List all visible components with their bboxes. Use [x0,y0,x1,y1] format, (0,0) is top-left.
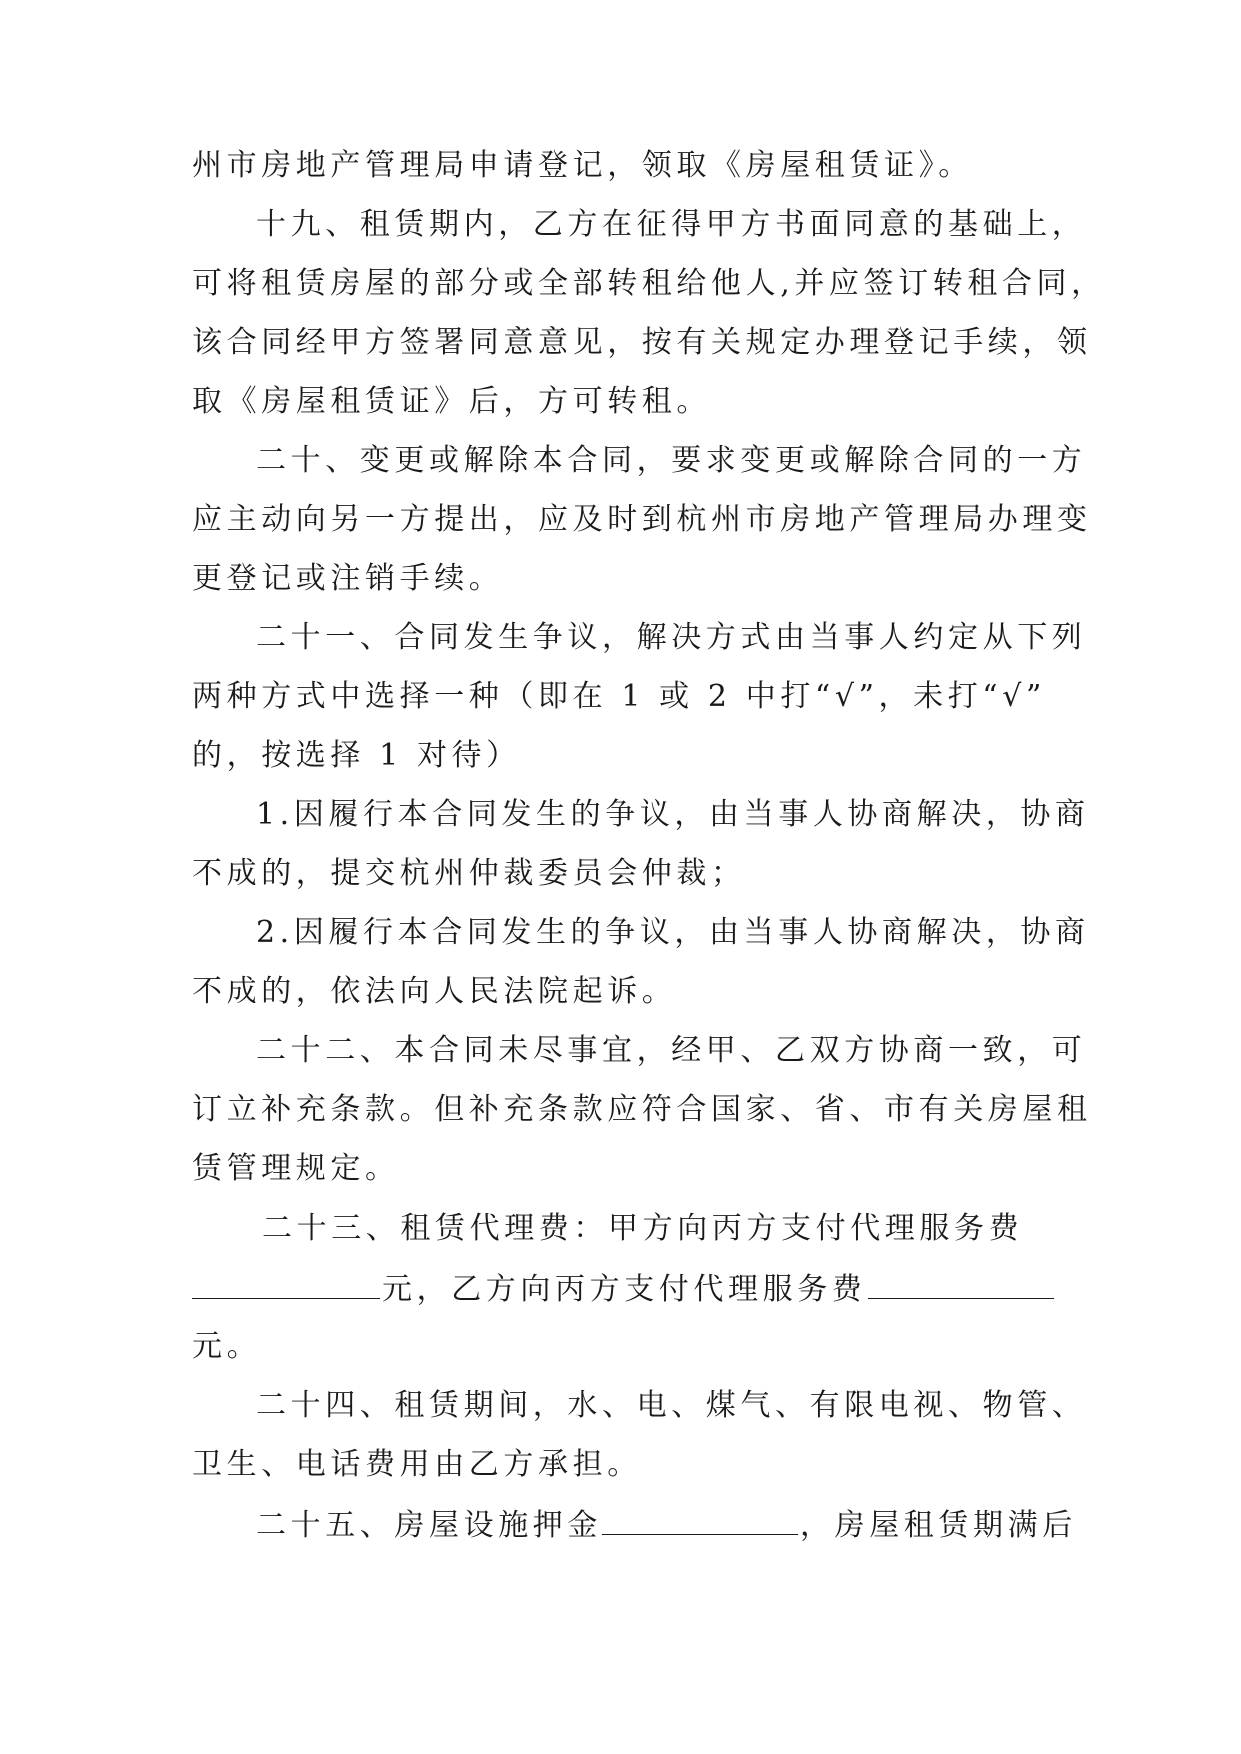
text-line: 不成的，提交杭州仲裁委员会仲裁； [192,856,746,891]
clause-25-line [256,1504,1077,1546]
deposit-text-after: ，房屋租赁期满后 [800,1508,1077,1543]
deposit-label: 二十五、房屋设施押金 [256,1508,602,1543]
text-line: 卫生、电话费用由乙方承担。 [192,1447,642,1482]
text-line: 两种方式中选择一种（即在 1 或 2 中打“√”，未打“√” [192,679,1046,714]
text-line: 更登记或注销手续。 [192,561,504,596]
text-line: 该合同经甲方签署同意意见，按有关规定办理登记手续，领 [192,325,1092,360]
text-line: 取《房屋租赁证》后，方可转租。 [192,384,711,419]
clause-22-heading-line: 二十二、本合同未尽事宜，经甲、乙双方协商一致，可 [256,1033,1087,1068]
text-line: 订立补充条款。但补充条款应符合国家、省、市有关房屋租 [192,1092,1092,1127]
clause-20-heading-line: 二十、变更或解除本合同，要求变更或解除合同的一方 [256,443,1087,478]
text-line: 的，按选择 1 对待） [192,738,521,773]
text-line: 应主动向另一方提出，应及时到杭州市房地产管理局办理变 [192,502,1092,537]
agency-fee-line [192,1268,1056,1310]
text-line: 可将租赁房屋的部分或全部转租给他人,并应签订转租合同， [192,266,1106,301]
clause-19-heading-line: 十九、租赁期内，乙方在征得甲方书面同意的基础上， [256,207,1087,242]
option-2-line: 2.因履行本合同发生的争议，由当事人协商解决，协商 [256,915,1090,950]
clause-21-heading-line: 二十一、合同发生争议，解决方式由当事人约定从下列 [256,620,1087,655]
clause-23-heading-line: 二十三、租赁代理费：甲方向丙方支付代理服务费 [262,1211,1024,1246]
text-line: 元。 [192,1329,262,1364]
landlord-fee-blank[interactable] [192,1268,380,1299]
text-line: 州市房地产管理局申请登记，领取《房屋租赁证》。 [192,148,973,183]
tenant-fee-blank[interactable] [868,1268,1054,1299]
clause-24-heading-line: 二十四、租赁期间，水、电、煤气、有限电视、物管、 [256,1388,1087,1423]
text-line: 赁管理规定。 [192,1151,400,1186]
text-line: 不成的，依法向人民法院起诉。 [192,974,677,1009]
deposit-blank[interactable] [602,1504,798,1535]
agency-fee-text: 元，乙方向丙方支付代理服务费 [382,1272,867,1307]
option-1-line: 1.因履行本合同发生的争议，由当事人协商解决，协商 [256,797,1090,832]
